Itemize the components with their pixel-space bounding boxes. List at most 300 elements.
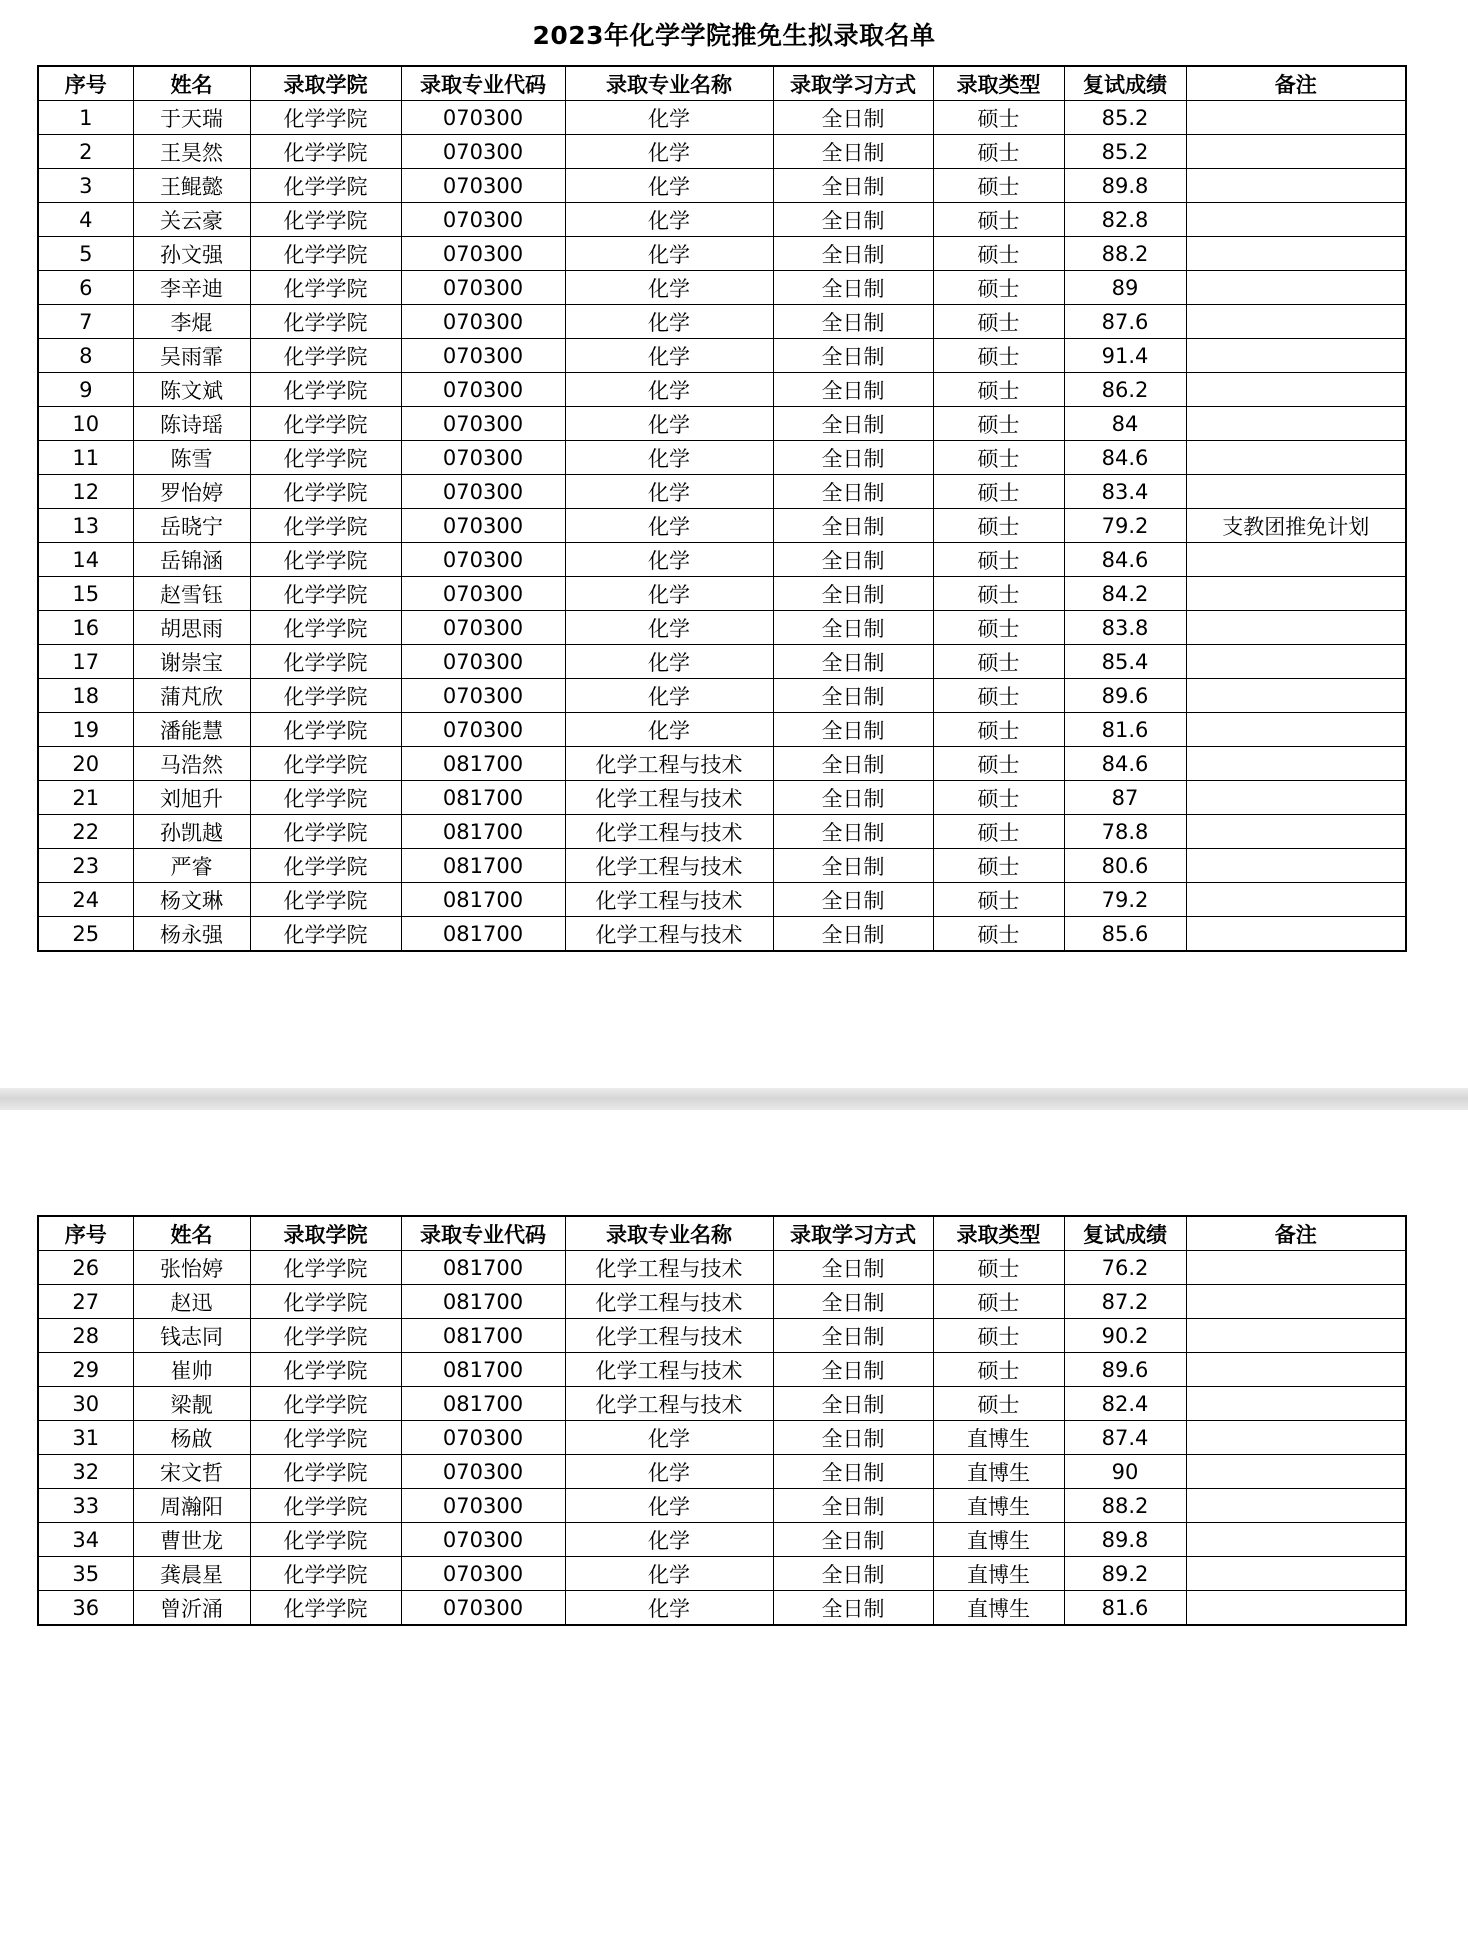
table-row — [38, 543, 1406, 577]
cell-interview-score: 85.4 — [1064, 645, 1186, 679]
cell-major-name: 化学 — [565, 1523, 773, 1557]
cell-remarks — [1186, 1319, 1406, 1353]
cell-study-mode: 全日制 — [773, 407, 933, 441]
cell-major-code: 070300 — [401, 101, 565, 135]
cell-name: 胡思雨 — [133, 611, 250, 645]
cell-study-mode: 全日制 — [773, 237, 933, 271]
admission-table-page-1 — [37, 65, 1407, 952]
cell-college: 化学学院 — [250, 475, 401, 509]
cell-admission-type: 硕士 — [933, 815, 1064, 849]
cell-study-mode: 全日制 — [773, 543, 933, 577]
table-row — [38, 1523, 1406, 1557]
cell-remarks — [1186, 781, 1406, 815]
cell-name: 王昊然 — [133, 135, 250, 169]
cell-college: 化学学院 — [250, 305, 401, 339]
cell-major-code: 070300 — [401, 271, 565, 305]
cell-college: 化学学院 — [250, 203, 401, 237]
cell-major-name: 化学 — [565, 645, 773, 679]
cell-remarks — [1186, 1523, 1406, 1557]
col-header-name: 姓名 — [133, 1216, 250, 1251]
cell-major-name: 化学 — [565, 339, 773, 373]
cell-seq: 22 — [38, 815, 133, 849]
cell-major-name: 化学 — [565, 1591, 773, 1626]
cell-seq: 15 — [38, 577, 133, 611]
cell-major-name: 化学 — [565, 101, 773, 135]
cell-admission-type: 硕士 — [933, 305, 1064, 339]
cell-name: 张怡婷 — [133, 1251, 250, 1285]
cell-major-code: 070300 — [401, 509, 565, 543]
cell-major-name: 化学 — [565, 441, 773, 475]
cell-major-name: 化学工程与技术 — [565, 1285, 773, 1319]
cell-study-mode: 全日制 — [773, 1557, 933, 1591]
cell-college: 化学学院 — [250, 1353, 401, 1387]
cell-remarks — [1186, 747, 1406, 781]
cell-major-code: 070300 — [401, 135, 565, 169]
cell-study-mode: 全日制 — [773, 577, 933, 611]
cell-remarks — [1186, 339, 1406, 373]
cell-seq: 16 — [38, 611, 133, 645]
cell-remarks — [1186, 543, 1406, 577]
cell-interview-score: 85.6 — [1064, 917, 1186, 952]
col-header-seq: 序号 — [38, 1216, 133, 1251]
table-row — [38, 1353, 1406, 1387]
cell-admission-type: 硕士 — [933, 645, 1064, 679]
table-row — [38, 509, 1406, 543]
cell-interview-score: 80.6 — [1064, 849, 1186, 883]
cell-remarks — [1186, 237, 1406, 271]
cell-seq: 21 — [38, 781, 133, 815]
cell-major-code: 081700 — [401, 883, 565, 917]
admission-table-page-2 — [37, 1215, 1407, 1626]
cell-study-mode: 全日制 — [773, 305, 933, 339]
cell-study-mode: 全日制 — [773, 271, 933, 305]
cell-interview-score: 89 — [1064, 271, 1186, 305]
cell-seq: 8 — [38, 339, 133, 373]
cell-study-mode: 全日制 — [773, 1455, 933, 1489]
cell-major-name: 化学工程与技术 — [565, 917, 773, 952]
cell-admission-type: 硕士 — [933, 1353, 1064, 1387]
table-row — [38, 713, 1406, 747]
cell-study-mode: 全日制 — [773, 1421, 933, 1455]
table-row — [38, 407, 1406, 441]
cell-remarks — [1186, 135, 1406, 169]
cell-admission-type: 硕士 — [933, 543, 1064, 577]
col-header-interview-score: 复试成绩 — [1064, 66, 1186, 101]
cell-major-name: 化学工程与技术 — [565, 1319, 773, 1353]
cell-interview-score: 87.6 — [1064, 305, 1186, 339]
table-row — [38, 577, 1406, 611]
cell-remarks — [1186, 1285, 1406, 1319]
cell-remarks — [1186, 407, 1406, 441]
cell-name: 龚晨星 — [133, 1557, 250, 1591]
cell-major-code: 081700 — [401, 1387, 565, 1421]
cell-major-code: 070300 — [401, 543, 565, 577]
cell-college: 化学学院 — [250, 135, 401, 169]
cell-college: 化学学院 — [250, 883, 401, 917]
cell-name: 陈雪 — [133, 441, 250, 475]
table-row — [38, 441, 1406, 475]
cell-seq: 6 — [38, 271, 133, 305]
cell-interview-score: 79.2 — [1064, 509, 1186, 543]
cell-major-name: 化学 — [565, 543, 773, 577]
cell-admission-type: 硕士 — [933, 577, 1064, 611]
cell-remarks — [1186, 203, 1406, 237]
cell-name: 关云豪 — [133, 203, 250, 237]
cell-college: 化学学院 — [250, 271, 401, 305]
col-header-college: 录取学院 — [250, 66, 401, 101]
cell-remarks — [1186, 577, 1406, 611]
table-row — [38, 339, 1406, 373]
cell-major-code: 070300 — [401, 1591, 565, 1626]
cell-name: 周瀚阳 — [133, 1489, 250, 1523]
document-title: 2023年化学学院推免生拟录取名单 — [532, 21, 936, 50]
cell-major-code: 070300 — [401, 713, 565, 747]
cell-major-name: 化学 — [565, 1489, 773, 1523]
table-row — [38, 747, 1406, 781]
table-row — [38, 1319, 1406, 1353]
cell-major-code: 070300 — [401, 441, 565, 475]
cell-admission-type: 硕士 — [933, 441, 1064, 475]
table-row — [38, 475, 1406, 509]
table-row — [38, 169, 1406, 203]
cell-admission-type: 硕士 — [933, 135, 1064, 169]
cell-major-name: 化学 — [565, 611, 773, 645]
cell-name: 钱志同 — [133, 1319, 250, 1353]
cell-study-mode: 全日制 — [773, 1285, 933, 1319]
cell-admission-type: 硕士 — [933, 237, 1064, 271]
cell-admission-type: 硕士 — [933, 339, 1064, 373]
cell-major-name: 化学 — [565, 679, 773, 713]
cell-interview-score: 82.8 — [1064, 203, 1186, 237]
cell-major-code: 070300 — [401, 1523, 565, 1557]
cell-seq: 2 — [38, 135, 133, 169]
cell-interview-score: 89.6 — [1064, 1353, 1186, 1387]
cell-name: 赵雪钰 — [133, 577, 250, 611]
cell-interview-score: 88.2 — [1064, 237, 1186, 271]
cell-study-mode: 全日制 — [773, 373, 933, 407]
cell-name: 宋文哲 — [133, 1455, 250, 1489]
cell-admission-type: 硕士 — [933, 373, 1064, 407]
cell-college: 化学学院 — [250, 679, 401, 713]
cell-interview-score: 83.8 — [1064, 611, 1186, 645]
cell-name: 吴雨霏 — [133, 339, 250, 373]
cell-major-code: 081700 — [401, 781, 565, 815]
cell-admission-type: 硕士 — [933, 883, 1064, 917]
cell-name: 杨文琳 — [133, 883, 250, 917]
cell-name: 谢崇宝 — [133, 645, 250, 679]
cell-interview-score: 87.4 — [1064, 1421, 1186, 1455]
cell-remarks — [1186, 475, 1406, 509]
cell-name: 孙文强 — [133, 237, 250, 271]
cell-name: 赵迅 — [133, 1285, 250, 1319]
cell-major-code: 070300 — [401, 1557, 565, 1591]
cell-interview-score: 88.2 — [1064, 1489, 1186, 1523]
cell-major-code: 081700 — [401, 849, 565, 883]
cell-study-mode: 全日制 — [773, 1387, 933, 1421]
cell-admission-type: 硕士 — [933, 1319, 1064, 1353]
cell-remarks — [1186, 815, 1406, 849]
col-header-seq: 序号 — [38, 66, 133, 101]
cell-major-code: 070300 — [401, 407, 565, 441]
cell-admission-type: 硕士 — [933, 203, 1064, 237]
cell-major-name: 化学工程与技术 — [565, 815, 773, 849]
header-row — [38, 1216, 1406, 1251]
cell-name: 于天瑞 — [133, 101, 250, 135]
cell-interview-score: 78.8 — [1064, 815, 1186, 849]
cell-study-mode: 全日制 — [773, 1251, 933, 1285]
cell-interview-score: 84.6 — [1064, 543, 1186, 577]
cell-interview-score: 76.2 — [1064, 1251, 1186, 1285]
cell-seq: 3 — [38, 169, 133, 203]
cell-admission-type: 硕士 — [933, 917, 1064, 952]
cell-interview-score: 89.2 — [1064, 1557, 1186, 1591]
cell-interview-score: 85.2 — [1064, 101, 1186, 135]
cell-seq: 33 — [38, 1489, 133, 1523]
cell-major-code: 070300 — [401, 611, 565, 645]
cell-admission-type: 硕士 — [933, 509, 1064, 543]
cell-interview-score: 84 — [1064, 407, 1186, 441]
cell-name: 孙凯越 — [133, 815, 250, 849]
cell-major-code: 081700 — [401, 1353, 565, 1387]
cell-remarks — [1186, 849, 1406, 883]
cell-study-mode: 全日制 — [773, 1319, 933, 1353]
cell-seq: 1 — [38, 101, 133, 135]
cell-remarks — [1186, 271, 1406, 305]
cell-name: 梁靓 — [133, 1387, 250, 1421]
cell-study-mode: 全日制 — [773, 509, 933, 543]
table-row — [38, 611, 1406, 645]
cell-admission-type: 硕士 — [933, 611, 1064, 645]
cell-study-mode: 全日制 — [773, 1591, 933, 1626]
cell-admission-type: 硕士 — [933, 849, 1064, 883]
cell-major-name: 化学 — [565, 271, 773, 305]
cell-study-mode: 全日制 — [773, 203, 933, 237]
cell-major-name: 化学 — [565, 1455, 773, 1489]
col-header-admission-type: 录取类型 — [933, 66, 1064, 101]
table-row — [38, 203, 1406, 237]
cell-name: 马浩然 — [133, 747, 250, 781]
col-header-name: 姓名 — [133, 66, 250, 101]
cell-major-code: 081700 — [401, 747, 565, 781]
cell-college: 化学学院 — [250, 441, 401, 475]
cell-seq: 26 — [38, 1251, 133, 1285]
cell-major-name: 化学 — [565, 1421, 773, 1455]
cell-college: 化学学院 — [250, 713, 401, 747]
table-row — [38, 1557, 1406, 1591]
cell-admission-type: 硕士 — [933, 1387, 1064, 1421]
cell-remarks — [1186, 611, 1406, 645]
cell-seq: 35 — [38, 1557, 133, 1591]
cell-study-mode: 全日制 — [773, 645, 933, 679]
cell-study-mode: 全日制 — [773, 781, 933, 815]
cell-seq: 7 — [38, 305, 133, 339]
col-header-college: 录取学院 — [250, 1216, 401, 1251]
table-row — [38, 1455, 1406, 1489]
cell-interview-score: 82.4 — [1064, 1387, 1186, 1421]
cell-college: 化学学院 — [250, 101, 401, 135]
cell-study-mode: 全日制 — [773, 917, 933, 952]
cell-seq: 9 — [38, 373, 133, 407]
cell-major-name: 化学 — [565, 577, 773, 611]
cell-major-name: 化学工程与技术 — [565, 1353, 773, 1387]
cell-college: 化学学院 — [250, 1591, 401, 1626]
cell-admission-type: 硕士 — [933, 271, 1064, 305]
cell-name: 曾沂涌 — [133, 1591, 250, 1626]
cell-study-mode: 全日制 — [773, 611, 933, 645]
cell-major-code: 070300 — [401, 1489, 565, 1523]
cell-study-mode: 全日制 — [773, 339, 933, 373]
cell-seq: 12 — [38, 475, 133, 509]
cell-study-mode: 全日制 — [773, 713, 933, 747]
cell-major-code: 070300 — [401, 373, 565, 407]
cell-seq: 23 — [38, 849, 133, 883]
cell-name: 严睿 — [133, 849, 250, 883]
col-header-remarks: 备注 — [1186, 1216, 1406, 1251]
cell-college: 化学学院 — [250, 1455, 401, 1489]
cell-remarks — [1186, 441, 1406, 475]
cell-study-mode: 全日制 — [773, 169, 933, 203]
cell-interview-score: 84.2 — [1064, 577, 1186, 611]
cell-seq: 18 — [38, 679, 133, 713]
cell-college: 化学学院 — [250, 1421, 401, 1455]
cell-remarks — [1186, 305, 1406, 339]
cell-major-name: 化学 — [565, 135, 773, 169]
cell-interview-score: 85.2 — [1064, 135, 1186, 169]
cell-major-code: 081700 — [401, 1251, 565, 1285]
cell-admission-type: 硕士 — [933, 475, 1064, 509]
cell-admission-type: 硕士 — [933, 101, 1064, 135]
cell-name: 李焜 — [133, 305, 250, 339]
cell-college: 化学学院 — [250, 169, 401, 203]
cell-study-mode: 全日制 — [773, 1489, 933, 1523]
cell-remarks — [1186, 1353, 1406, 1387]
cell-admission-type: 硕士 — [933, 1251, 1064, 1285]
cell-interview-score: 86.2 — [1064, 373, 1186, 407]
cell-study-mode: 全日制 — [773, 679, 933, 713]
cell-major-name: 化学工程与技术 — [565, 1387, 773, 1421]
col-header-study-mode: 录取学习方式 — [773, 1216, 933, 1251]
cell-remarks — [1186, 1387, 1406, 1421]
cell-remarks — [1186, 679, 1406, 713]
cell-remarks — [1186, 101, 1406, 135]
cell-major-code: 070300 — [401, 1421, 565, 1455]
cell-study-mode: 全日制 — [773, 475, 933, 509]
cell-seq: 34 — [38, 1523, 133, 1557]
table-row — [38, 883, 1406, 917]
cell-name: 曹世龙 — [133, 1523, 250, 1557]
page-separator — [0, 1088, 1468, 1110]
cell-name: 李辛迪 — [133, 271, 250, 305]
cell-college: 化学学院 — [250, 1489, 401, 1523]
cell-college: 化学学院 — [250, 645, 401, 679]
cell-major-code: 081700 — [401, 815, 565, 849]
cell-study-mode: 全日制 — [773, 815, 933, 849]
table-row — [38, 271, 1406, 305]
cell-seq: 24 — [38, 883, 133, 917]
cell-major-name: 化学工程与技术 — [565, 849, 773, 883]
cell-college: 化学学院 — [250, 509, 401, 543]
cell-remarks — [1186, 883, 1406, 917]
cell-study-mode: 全日制 — [773, 883, 933, 917]
cell-study-mode: 全日制 — [773, 747, 933, 781]
cell-seq: 30 — [38, 1387, 133, 1421]
cell-major-name: 化学工程与技术 — [565, 781, 773, 815]
cell-seq: 14 — [38, 543, 133, 577]
cell-interview-score: 84.6 — [1064, 441, 1186, 475]
cell-name: 陈诗瑶 — [133, 407, 250, 441]
cell-major-name: 化学工程与技术 — [565, 1251, 773, 1285]
cell-major-code: 070300 — [401, 475, 565, 509]
cell-college: 化学学院 — [250, 237, 401, 271]
cell-major-code: 070300 — [401, 339, 565, 373]
cell-remarks — [1186, 1421, 1406, 1455]
cell-admission-type: 直博生 — [933, 1591, 1064, 1626]
cell-college: 化学学院 — [250, 1523, 401, 1557]
cell-interview-score: 90.2 — [1064, 1319, 1186, 1353]
cell-seq: 13 — [38, 509, 133, 543]
cell-admission-type: 硕士 — [933, 169, 1064, 203]
col-header-major-name: 录取专业名称 — [565, 1216, 773, 1251]
cell-college: 化学学院 — [250, 543, 401, 577]
cell-interview-score: 89.8 — [1064, 169, 1186, 203]
cell-major-code: 070300 — [401, 305, 565, 339]
table-row — [38, 849, 1406, 883]
cell-remarks — [1186, 1455, 1406, 1489]
cell-name: 刘旭升 — [133, 781, 250, 815]
cell-admission-type: 硕士 — [933, 713, 1064, 747]
cell-name: 岳晓宁 — [133, 509, 250, 543]
cell-seq: 5 — [38, 237, 133, 271]
table-row — [38, 1421, 1406, 1455]
cell-major-name: 化学 — [565, 1557, 773, 1591]
col-header-major-name: 录取专业名称 — [565, 66, 773, 101]
cell-seq: 11 — [38, 441, 133, 475]
cell-college: 化学学院 — [250, 577, 401, 611]
cell-college: 化学学院 — [250, 815, 401, 849]
cell-interview-score: 84.6 — [1064, 747, 1186, 781]
table-row — [38, 917, 1406, 952]
cell-remarks — [1186, 1489, 1406, 1523]
cell-college: 化学学院 — [250, 339, 401, 373]
cell-seq: 25 — [38, 917, 133, 952]
cell-remarks — [1186, 169, 1406, 203]
cell-college: 化学学院 — [250, 849, 401, 883]
cell-remarks — [1186, 1251, 1406, 1285]
cell-college: 化学学院 — [250, 747, 401, 781]
cell-major-code: 081700 — [401, 917, 565, 952]
cell-interview-score: 90 — [1064, 1455, 1186, 1489]
cell-major-name: 化学工程与技术 — [565, 883, 773, 917]
cell-name: 王鲲懿 — [133, 169, 250, 203]
cell-college: 化学学院 — [250, 407, 401, 441]
cell-name: 岳锦涵 — [133, 543, 250, 577]
cell-remarks — [1186, 1557, 1406, 1591]
cell-major-name: 化学 — [565, 305, 773, 339]
cell-major-name: 化学 — [565, 475, 773, 509]
table-row — [38, 781, 1406, 815]
table-row — [38, 373, 1406, 407]
cell-seq: 36 — [38, 1591, 133, 1626]
cell-college: 化学学院 — [250, 373, 401, 407]
cell-admission-type: 硕士 — [933, 1285, 1064, 1319]
cell-study-mode: 全日制 — [773, 1353, 933, 1387]
col-header-study-mode: 录取学习方式 — [773, 66, 933, 101]
cell-remarks — [1186, 645, 1406, 679]
table-row — [38, 815, 1406, 849]
cell-name: 潘能慧 — [133, 713, 250, 747]
table-row — [38, 1251, 1406, 1285]
cell-remarks — [1186, 373, 1406, 407]
